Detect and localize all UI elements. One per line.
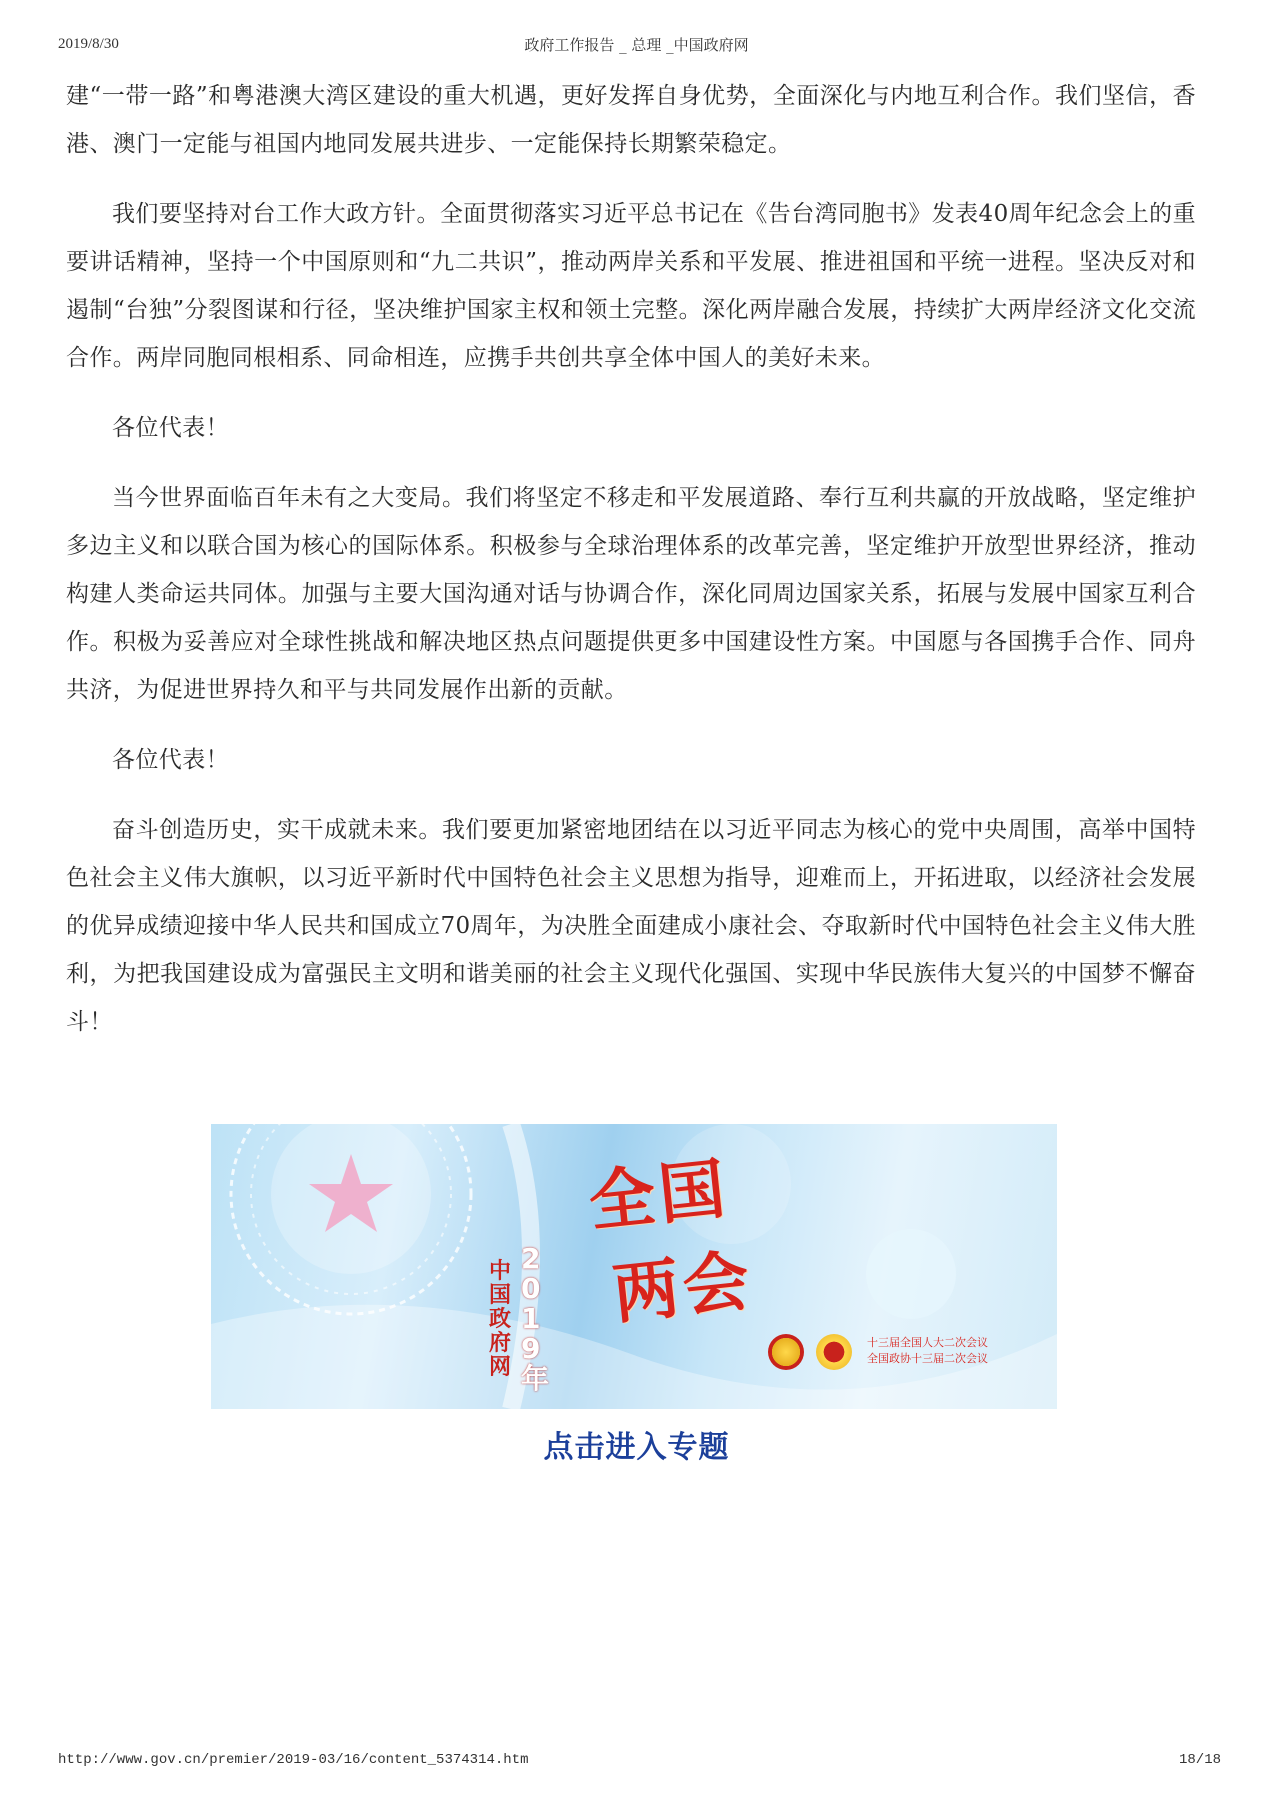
banner-site-name: 中国政府网 <box>489 1259 512 1380</box>
national-emblem-icon <box>768 1334 804 1370</box>
banner-title-line2: 两会 <box>609 1240 757 1334</box>
paragraph-closing: 奋斗创造历史，实干成就未来。我们要更加紧密地团结在以习近平同志为核心的党中央周围，高举中国特色社会主义伟大旗帜，以习近平新时代中国特色社会主义思想为指导，迎难而上，开拓进取，以经济社会发展的优异成绩迎接中华人民共和国成立70周年，为决胜全面建成小康社会、夺取新时代中国特色社会主义伟大胜利，为把我国建设成为富强民主文明和谐美丽的社会主义现代化强国、实现中华民族伟大复兴的中国梦不懈奋斗！ <box>66 817 1196 1035</box>
print-date: 2019/8/30 <box>58 36 119 52</box>
salutation: 各位代表！ <box>112 747 229 773</box>
paragraph-taiwan: 我们要坚持对台工作大政方针。全面贯彻落实习近平总书记在《告台湾同胞书》发表40周年纪念会上的重要讲话精神，坚持一个中国原则和“九二共识”，推动两岸关系和平发展、推进祖国和平统一进程。坚决反对和遏制“台独”分裂图谋和行径，坚决维护国家主权和领土完整。深化两岸融合发展，持续扩大两岸经济文化交流合作。两岸同胞同根相系、同命相连，应携手共创共享全体中国人的美好未来。 <box>66 201 1196 371</box>
page-url: http://www.gov.cn/premier/2019-03/16/content_5374314.htm <box>58 1752 529 1768</box>
two-sessions-banner[interactable] <box>211 1124 1057 1409</box>
banner-title-line1: 全国 <box>585 1148 733 1242</box>
salutation: 各位代表！ <box>112 415 229 441</box>
banner-subtitle <box>867 1335 988 1367</box>
banner-subtitle-line1: 十三届全国人大二次会议 <box>867 1336 988 1349</box>
paragraph-continuation: 建“一带一路”和粤港澳大湾区建设的重大机遇，更好发挥自身优势，全面深化与内地互利合作。我们坚信，香港、澳门一定能与祖国内地同发展共进步、一定能保持长期繁荣稳定。 <box>66 83 1196 157</box>
page-number: 18/18 <box>1178 1752 1221 1768</box>
paragraph-world: 当今世界面临百年未有之大变局。我们将坚定不移走和平发展道路、奉行互利共赢的开放战略，坚定维护多边主义和以联合国为核心的国际体系。积极参与全球治理体系的改革完善，坚定维护开放型世界经济，推动构建人类命运共同体。加强与主要大国沟通对话与协调合作，深化同周边国家关系，拓展与发展中国家互利合作。积极为妥善应对全球性挑战和解决地区热点问题提供更多中国建设性方案。中国愿与各国携手合作、同舟共济，为促进世界持久和平与共同发展作出新的贡献。 <box>66 485 1196 703</box>
page-title: 政府工作报告 _ 总理 _中国政府网 <box>524 36 749 54</box>
cppcc-emblem-icon <box>816 1334 852 1370</box>
enter-topic-link[interactable]: 点击进入专题 <box>543 1430 730 1465</box>
report-content <box>66 72 1196 1068</box>
banner-subtitle-line2: 全国政协十三届二次会议 <box>867 1352 988 1365</box>
banner-year: 2019年 <box>521 1242 550 1395</box>
